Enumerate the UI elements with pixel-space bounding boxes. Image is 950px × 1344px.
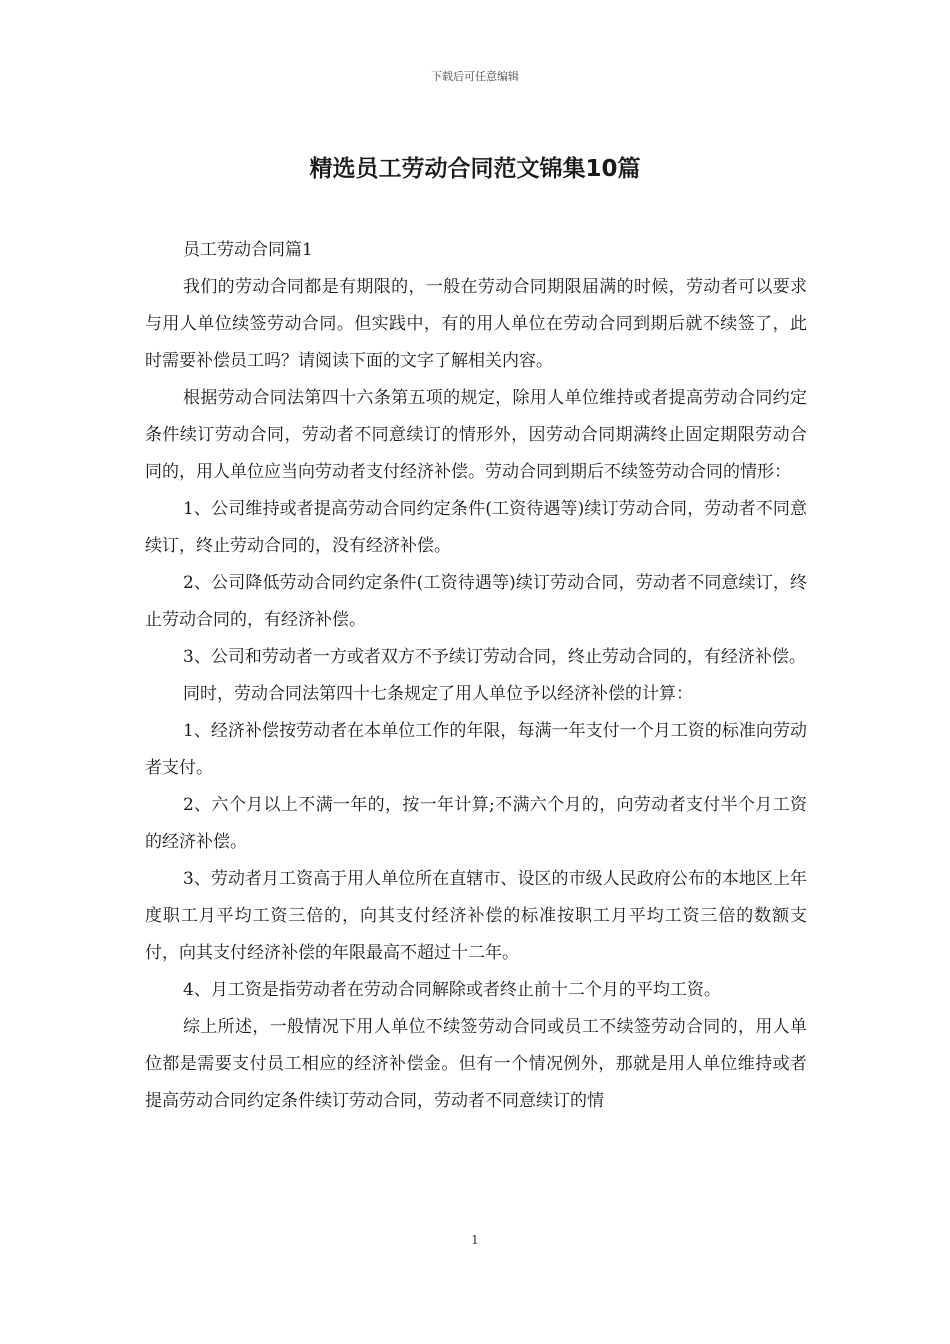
paragraph: 我们的劳动合同都是有期限的，一般在劳动合同期限届满的时候，劳动者可以要求与用人单位续签劳动合同。但实践中，有的用人单位在劳动合同到期后就不续签了，此时需要补偿员工吗？请阅读下面的文字了解相关内容。 (145, 277, 807, 371)
paragraph: 综上所述，一般情况下用人单位不续签劳动合同或员工不续签劳动合同的，用人单位都是需要支付员工相应的经济补偿金。但有一个情况例外，那就是用人单位维持或者提高劳动合同约定条件续订劳动合同，劳动者不同意续订的情 (145, 1017, 807, 1111)
page-header-note: 下载后可任意编辑 (431, 70, 519, 83)
paragraph: 根据劳动合同法第四十六条第五项的规定，除用人单位维持或者提高劳动合同约定条件续订劳动合同，劳动者不同意续订的情形外，因劳动合同期满终止固定期限劳动合同的，用人单位应当向劳动者支付经济补偿。劳动合同到期后不续签劳动合同的情形： (145, 388, 807, 482)
list-item: 4、月工资是指劳动者在劳动合同解除或者终止前十二个月的平均工资。 (183, 980, 721, 1000)
list-item: 2、六个月以上不满一年的，按一年计算;不满六个月的，向劳动者支付半个月工资的经济补偿。 (145, 795, 807, 852)
document-body (145, 232, 807, 1120)
list-item: 3、劳动者月工资高于用人单位所在直辖市、设区的市级人民政府公布的本地区上年度职工月平均工资三倍的，向其支付经济补偿的标准按职工月平均工资三倍的数额支付，向其支付经济补偿的年限最高不超过十二年。 (145, 869, 807, 963)
paragraph: 同时，劳动合同法第四十七条规定了用人单位予以经济补偿的计算： (183, 684, 693, 704)
list-item: 2、公司降低劳动合同约定条件(工资待遇等)续订劳动合同，劳动者不同意续订，终止劳动合同的，有经济补偿。 (145, 573, 807, 630)
section-heading: 员工劳动合同篇1 (183, 240, 313, 260)
page-number: 1 (471, 1233, 479, 1247)
list-item: 1、公司维持或者提高劳动合同约定条件(工资待遇等)续订劳动合同，劳动者不同意续订，终止劳动合同的，没有经济补偿。 (145, 499, 807, 556)
list-item: 1、经济补偿按劳动者在本单位工作的年限，每满一年支付一个月工资的标准向劳动者支付。 (145, 721, 807, 778)
document-title: 精选员工劳动合同范文锦集10篇 (309, 156, 641, 182)
list-item: 3、公司和劳动者一方或者双方不予续订劳动合同，终止劳动合同的，有经济补偿。 (183, 647, 806, 667)
